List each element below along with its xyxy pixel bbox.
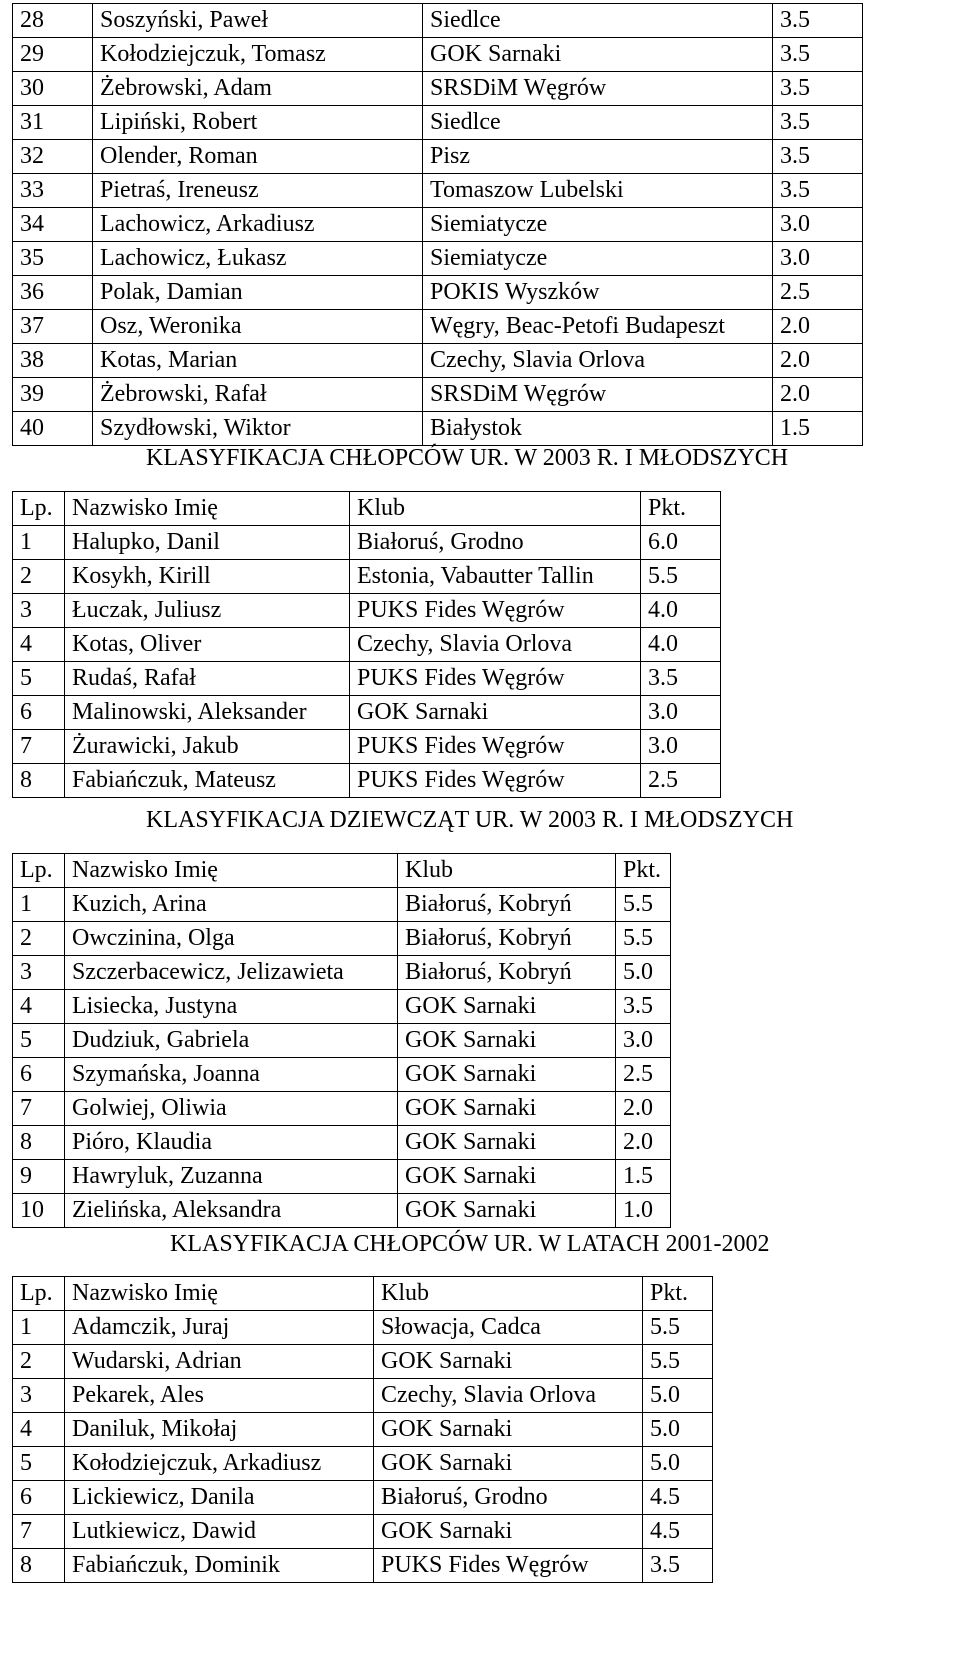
place-cell: 32 xyxy=(13,140,93,174)
club-cell: GOK Sarnaki xyxy=(374,1413,643,1447)
table-row xyxy=(13,1481,713,1515)
name-cell: Daniluk, Mikołaj xyxy=(65,1413,374,1447)
club-cell: Białoruś, Kobryń xyxy=(398,956,616,990)
name-cell: Lachowicz, Arkadiusz xyxy=(93,208,423,242)
points-cell: 3.5 xyxy=(773,106,863,140)
name-cell: Polak, Damian xyxy=(93,276,423,310)
header-lp: Lp. xyxy=(13,492,65,526)
points-cell: 3.0 xyxy=(641,696,721,730)
points-cell: 4.5 xyxy=(643,1481,713,1515)
header-lp: Lp. xyxy=(13,854,65,888)
club-cell: Siemiatycze xyxy=(423,208,773,242)
table-row xyxy=(13,1126,671,1160)
club-cell: SRSDiM Węgrów xyxy=(423,378,773,412)
club-cell: GOK Sarnaki xyxy=(398,1160,616,1194)
place-cell: 28 xyxy=(13,4,93,38)
club-cell: GOK Sarnaki xyxy=(350,696,641,730)
table-row xyxy=(13,764,721,798)
header-club: Klub xyxy=(374,1277,643,1311)
header-club: Klub xyxy=(398,854,616,888)
place-cell: 29 xyxy=(13,38,93,72)
place-cell: 9 xyxy=(13,1160,65,1194)
points-cell: 3.5 xyxy=(641,662,721,696)
name-cell: Osz, Weronika xyxy=(93,310,423,344)
header-name: Nazwisko Imię xyxy=(65,854,398,888)
header-name: Nazwisko Imię xyxy=(65,1277,374,1311)
place-cell: 8 xyxy=(13,1549,65,1583)
club-cell: Siedlce xyxy=(423,106,773,140)
name-cell: Szymańska, Joanna xyxy=(65,1058,398,1092)
place-cell: 3 xyxy=(13,956,65,990)
points-cell: 2.0 xyxy=(773,378,863,412)
points-cell: 5.0 xyxy=(643,1447,713,1481)
points-cell: 5.5 xyxy=(616,888,671,922)
points-cell: 2.5 xyxy=(773,276,863,310)
table-row xyxy=(13,1549,713,1583)
table-row xyxy=(13,4,863,38)
results-table-boys-2003 xyxy=(12,491,721,798)
name-cell: Żebrowski, Rafał xyxy=(93,378,423,412)
points-cell: 2.0 xyxy=(773,344,863,378)
points-cell: 5.5 xyxy=(641,560,721,594)
points-cell: 2.0 xyxy=(616,1126,671,1160)
results-table-body xyxy=(13,526,721,798)
points-cell: 4.5 xyxy=(643,1515,713,1549)
points-cell: 3.5 xyxy=(773,4,863,38)
place-cell: 3 xyxy=(13,1379,65,1413)
place-cell: 2 xyxy=(13,560,65,594)
place-cell: 4 xyxy=(13,990,65,1024)
points-cell: 4.0 xyxy=(641,594,721,628)
table-row xyxy=(13,1311,713,1345)
club-cell: SRSDiM Węgrów xyxy=(423,72,773,106)
table-row xyxy=(13,594,721,628)
header-points: Pkt. xyxy=(641,492,721,526)
name-cell: Lisiecka, Justyna xyxy=(65,990,398,1024)
place-cell: 7 xyxy=(13,1092,65,1126)
club-cell: Czechy, Slavia Orlova xyxy=(423,344,773,378)
place-cell: 2 xyxy=(13,922,65,956)
name-cell: Halupko, Danil xyxy=(65,526,350,560)
name-cell: Kosykh, Kirill xyxy=(65,560,350,594)
name-cell: Fabiańczuk, Dominik xyxy=(65,1549,374,1583)
table-row xyxy=(13,1379,713,1413)
name-cell: Łuczak, Juliusz xyxy=(65,594,350,628)
name-cell: Soszyński, Paweł xyxy=(93,4,423,38)
results-table-body xyxy=(13,888,671,1228)
club-cell: GOK Sarnaki xyxy=(374,1515,643,1549)
club-cell: GOK Sarnaki xyxy=(398,1126,616,1160)
table-row xyxy=(13,888,671,922)
name-cell: Hawryluk, Zuzanna xyxy=(65,1160,398,1194)
header-club: Klub xyxy=(350,492,641,526)
table-row xyxy=(13,1024,671,1058)
table-row xyxy=(13,1515,713,1549)
name-cell: Lipiński, Robert xyxy=(93,106,423,140)
place-cell: 36 xyxy=(13,276,93,310)
results-table-body xyxy=(13,1311,713,1583)
table-row xyxy=(13,1058,671,1092)
name-cell: Golwiej, Oliwia xyxy=(65,1092,398,1126)
section-title-boys-2001-2002: KLASYFIKACJA CHŁOPCÓW UR. W LATACH 2001-2002 xyxy=(170,1231,770,1257)
place-cell: 33 xyxy=(13,174,93,208)
table-row xyxy=(13,208,863,242)
name-cell: Rudaś, Rafał xyxy=(65,662,350,696)
table-row xyxy=(13,696,721,730)
club-cell: Białoruś, Grodno xyxy=(350,526,641,560)
club-cell: GOK Sarnaki xyxy=(398,990,616,1024)
table-row xyxy=(13,1447,713,1481)
points-cell: 3.0 xyxy=(773,208,863,242)
name-cell: Malinowski, Aleksander xyxy=(65,696,350,730)
name-cell: Lutkiewicz, Dawid xyxy=(65,1515,374,1549)
name-cell: Zielińska, Aleksandra xyxy=(65,1194,398,1228)
table-row xyxy=(13,1345,713,1379)
club-cell: GOK Sarnaki xyxy=(398,1058,616,1092)
points-cell: 2.0 xyxy=(773,310,863,344)
table-row xyxy=(13,412,863,446)
club-cell: Białoruś, Kobryń xyxy=(398,922,616,956)
section-title-boys-2003: KLASYFIKACJA CHŁOPCÓW UR. W 2003 R. I MŁODSZYCH xyxy=(146,445,789,471)
table-header xyxy=(13,492,721,526)
table-row xyxy=(13,344,863,378)
place-cell: 7 xyxy=(13,1515,65,1549)
points-cell: 6.0 xyxy=(641,526,721,560)
table-row xyxy=(13,38,863,72)
table-row xyxy=(13,242,863,276)
table-row xyxy=(13,1194,671,1228)
name-cell: Fabiańczuk, Mateusz xyxy=(65,764,350,798)
club-cell: Siemiatycze xyxy=(423,242,773,276)
place-cell: 30 xyxy=(13,72,93,106)
table-row xyxy=(13,730,721,764)
header-points: Pkt. xyxy=(616,854,671,888)
table-row xyxy=(13,956,671,990)
place-cell: 1 xyxy=(13,1311,65,1345)
points-cell: 4.0 xyxy=(641,628,721,662)
club-cell: GOK Sarnaki xyxy=(374,1345,643,1379)
name-cell: Kotas, Oliver xyxy=(65,628,350,662)
points-cell: 5.5 xyxy=(616,922,671,956)
name-cell: Olender, Roman xyxy=(93,140,423,174)
place-cell: 40 xyxy=(13,412,93,446)
club-cell: Słowacja, Cadca xyxy=(374,1311,643,1345)
points-cell: 2.5 xyxy=(641,764,721,798)
name-cell: Pióro, Klaudia xyxy=(65,1126,398,1160)
place-cell: 38 xyxy=(13,344,93,378)
table-header xyxy=(13,854,671,888)
table-row xyxy=(13,310,863,344)
club-cell: Tomaszow Lubelski xyxy=(423,174,773,208)
points-cell: 3.5 xyxy=(773,174,863,208)
results-table-boys-2001-2002 xyxy=(12,1276,713,1583)
table-row xyxy=(13,1160,671,1194)
club-cell: Estonia, Vabautter Tallin xyxy=(350,560,641,594)
name-cell: Szczerbacewicz, Jelizawieta xyxy=(65,956,398,990)
results-table-girls-2003 xyxy=(12,853,671,1228)
club-cell: GOK Sarnaki xyxy=(374,1447,643,1481)
place-cell: 5 xyxy=(13,662,65,696)
points-cell: 3.5 xyxy=(773,38,863,72)
table-header xyxy=(13,1277,713,1311)
points-cell: 3.5 xyxy=(773,140,863,174)
name-cell: Adamczik, Juraj xyxy=(65,1311,374,1345)
club-cell: Białystok xyxy=(423,412,773,446)
name-cell: Pietraś, Ireneusz xyxy=(93,174,423,208)
points-cell: 3.0 xyxy=(641,730,721,764)
section-title-girls-2003: KLASYFIKACJA DZIEWCZĄT UR. W 2003 R. I MŁODSZYCH xyxy=(146,807,794,833)
points-cell: 2.0 xyxy=(616,1092,671,1126)
points-cell: 1.5 xyxy=(773,412,863,446)
header-points: Pkt. xyxy=(643,1277,713,1311)
place-cell: 7 xyxy=(13,730,65,764)
table-row xyxy=(13,662,721,696)
table-row xyxy=(13,922,671,956)
table-row xyxy=(13,990,671,1024)
points-cell: 5.0 xyxy=(643,1413,713,1447)
table-row xyxy=(13,140,863,174)
place-cell: 8 xyxy=(13,764,65,798)
place-cell: 35 xyxy=(13,242,93,276)
results-table-continued xyxy=(12,3,863,446)
place-cell: 34 xyxy=(13,208,93,242)
results-table-body xyxy=(13,4,863,446)
table-row xyxy=(13,1413,713,1447)
club-cell: GOK Sarnaki xyxy=(398,1024,616,1058)
points-cell: 1.5 xyxy=(616,1160,671,1194)
table-row xyxy=(13,72,863,106)
name-cell: Dudziuk, Gabriela xyxy=(65,1024,398,1058)
place-cell: 10 xyxy=(13,1194,65,1228)
name-cell: Kołodziejczuk, Arkadiusz xyxy=(65,1447,374,1481)
name-cell: Owczinina, Olga xyxy=(65,922,398,956)
club-cell: GOK Sarnaki xyxy=(398,1194,616,1228)
name-cell: Kotas, Marian xyxy=(93,344,423,378)
points-cell: 3.5 xyxy=(616,990,671,1024)
place-cell: 5 xyxy=(13,1024,65,1058)
place-cell: 4 xyxy=(13,628,65,662)
club-cell: PUKS Fides Węgrów xyxy=(350,730,641,764)
table-row xyxy=(13,1092,671,1126)
place-cell: 37 xyxy=(13,310,93,344)
points-cell: 5.5 xyxy=(643,1311,713,1345)
place-cell: 1 xyxy=(13,888,65,922)
name-cell: Żebrowski, Adam xyxy=(93,72,423,106)
club-cell: Białoruś, Kobryń xyxy=(398,888,616,922)
name-cell: Wudarski, Adrian xyxy=(65,1345,374,1379)
place-cell: 2 xyxy=(13,1345,65,1379)
place-cell: 3 xyxy=(13,594,65,628)
name-cell: Lachowicz, Łukasz xyxy=(93,242,423,276)
table-row xyxy=(13,628,721,662)
name-cell: Kuzich, Arina xyxy=(65,888,398,922)
club-cell: PUKS Fides Węgrów xyxy=(350,594,641,628)
name-cell: Żurawicki, Jakub xyxy=(65,730,350,764)
place-cell: 31 xyxy=(13,106,93,140)
club-cell: GOK Sarnaki xyxy=(423,38,773,72)
points-cell: 2.5 xyxy=(616,1058,671,1092)
club-cell: Czechy, Slavia Orlova xyxy=(374,1379,643,1413)
table-row xyxy=(13,526,721,560)
club-cell: GOK Sarnaki xyxy=(398,1092,616,1126)
name-cell: Kołodziejczuk, Tomasz xyxy=(93,38,423,72)
table-row xyxy=(13,106,863,140)
place-cell: 5 xyxy=(13,1447,65,1481)
place-cell: 6 xyxy=(13,696,65,730)
points-cell: 3.5 xyxy=(643,1549,713,1583)
points-cell: 5.0 xyxy=(616,956,671,990)
place-cell: 6 xyxy=(13,1058,65,1092)
table-row xyxy=(13,276,863,310)
points-cell: 5.0 xyxy=(643,1379,713,1413)
table-row xyxy=(13,560,721,594)
table-row xyxy=(13,174,863,208)
table-row xyxy=(13,378,863,412)
name-cell: Pekarek, Ales xyxy=(65,1379,374,1413)
points-cell: 3.0 xyxy=(773,242,863,276)
place-cell: 6 xyxy=(13,1481,65,1515)
points-cell: 3.0 xyxy=(616,1024,671,1058)
points-cell: 5.5 xyxy=(643,1345,713,1379)
club-cell: Siedlce xyxy=(423,4,773,38)
place-cell: 1 xyxy=(13,526,65,560)
club-cell: POKIS Wyszków xyxy=(423,276,773,310)
name-cell: Szydłowski, Wiktor xyxy=(93,412,423,446)
club-cell: Czechy, Slavia Orlova xyxy=(350,628,641,662)
club-cell: PUKS Fides Węgrów xyxy=(350,764,641,798)
place-cell: 4 xyxy=(13,1413,65,1447)
points-cell: 1.0 xyxy=(616,1194,671,1228)
points-cell: 3.5 xyxy=(773,72,863,106)
club-cell: PUKS Fides Węgrów xyxy=(350,662,641,696)
club-cell: Węgry, Beac-Petofi Budapeszt xyxy=(423,310,773,344)
club-cell: Białoruś, Grodno xyxy=(374,1481,643,1515)
club-cell: Pisz xyxy=(423,140,773,174)
name-cell: Lickiewicz, Danila xyxy=(65,1481,374,1515)
place-cell: 8 xyxy=(13,1126,65,1160)
header-lp: Lp. xyxy=(13,1277,65,1311)
club-cell: PUKS Fides Węgrów xyxy=(374,1549,643,1583)
place-cell: 39 xyxy=(13,378,93,412)
header-name: Nazwisko Imię xyxy=(65,492,350,526)
